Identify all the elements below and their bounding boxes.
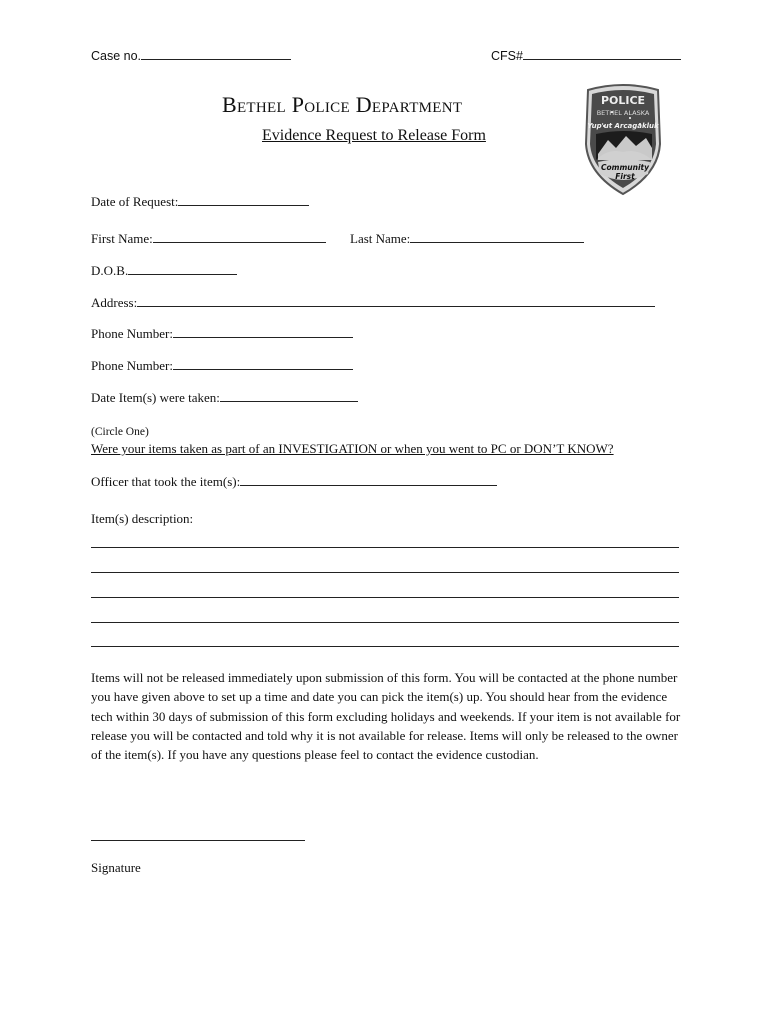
last-name-label: Last Name: — [350, 231, 411, 246]
phone-number-field-1 — [91, 325, 353, 342]
cfs-field — [491, 47, 681, 63]
police-badge-logo — [580, 82, 666, 196]
release-notice-paragraph: Items will not be released immediately upon submission of this form. You will be contacted at the phone number you have given above to set up a time and date you can pick the item(s) up. You should hear from the evidence tech within 30 days of submission of this form excluding holidays and weekends. If your item is not available for release you will be contacted and told why it is not available for release. Items will only be released to the owner of the item(s). If you have any questions please feel to contact the evidence custodian. — [91, 670, 681, 763]
badge-motto-line1: Community — [600, 163, 650, 172]
items-description-label: Item(s) description: — [91, 511, 194, 526]
date-taken-field — [91, 389, 358, 406]
circle-one-note: (Circle One) — [91, 426, 149, 438]
case-no-field — [91, 47, 291, 63]
officer-field — [91, 473, 497, 490]
badge-arc-text: BETHEL ALASKA — [596, 109, 650, 117]
phone-number-input-line-2[interactable] — [173, 357, 353, 370]
badge-top-text: POLICE — [600, 94, 646, 107]
date-of-request-label: Date of Request: — [91, 194, 179, 209]
description-line-4[interactable] — [91, 622, 679, 623]
description-line-2[interactable] — [91, 572, 679, 573]
badge-motto-line2: First — [615, 172, 635, 181]
badge-icon — [580, 82, 666, 196]
phone-number-input-line-1[interactable] — [173, 325, 353, 338]
description-line-1[interactable] — [91, 547, 679, 548]
phone-number-field-2 — [91, 357, 353, 374]
address-input-line[interactable] — [137, 294, 655, 307]
form-subtitle: Evidence Request to Release Form — [262, 127, 486, 144]
signature-line[interactable] — [91, 840, 305, 841]
address-label: Address: — [91, 295, 138, 310]
dob-input-line[interactable] — [128, 262, 237, 275]
dob-field — [91, 262, 237, 279]
cfs-label: CFS# — [491, 49, 523, 63]
phone-number-label-2: Phone Number: — [91, 358, 173, 373]
phone-number-label-1: Phone Number: — [91, 326, 173, 341]
officer-input-line[interactable] — [240, 473, 497, 486]
dob-label: D.O.B. — [91, 263, 129, 278]
last-name-field — [350, 230, 584, 247]
date-taken-input-line[interactable] — [220, 389, 358, 402]
first-name-input-line[interactable] — [153, 230, 326, 243]
case-no-input-line[interactable] — [141, 47, 291, 60]
cfs-input-line[interactable] — [523, 47, 681, 60]
date-taken-label: Date Item(s) were taken: — [91, 390, 220, 405]
case-no-label: Case no. — [91, 49, 142, 63]
officer-label: Officer that took the item(s): — [91, 474, 241, 489]
page-title: Bethel Police Department — [222, 92, 463, 117]
description-line-3[interactable] — [91, 597, 679, 598]
first-name-field — [91, 230, 326, 247]
badge-native-text: Yup'ut Arcagakluk — [587, 122, 659, 130]
date-of-request-field — [91, 193, 309, 210]
investigation-question[interactable]: Were your items taken as part of an INVESTIGATION or when you went to PC or DON’T KNOW? — [91, 441, 614, 456]
last-name-input-line[interactable] — [410, 230, 584, 243]
date-of-request-input-line[interactable] — [178, 193, 309, 206]
address-field — [91, 294, 655, 311]
first-name-label: First Name: — [91, 231, 153, 246]
signature-label: Signature — [91, 860, 141, 875]
description-line-5[interactable] — [91, 646, 679, 647]
